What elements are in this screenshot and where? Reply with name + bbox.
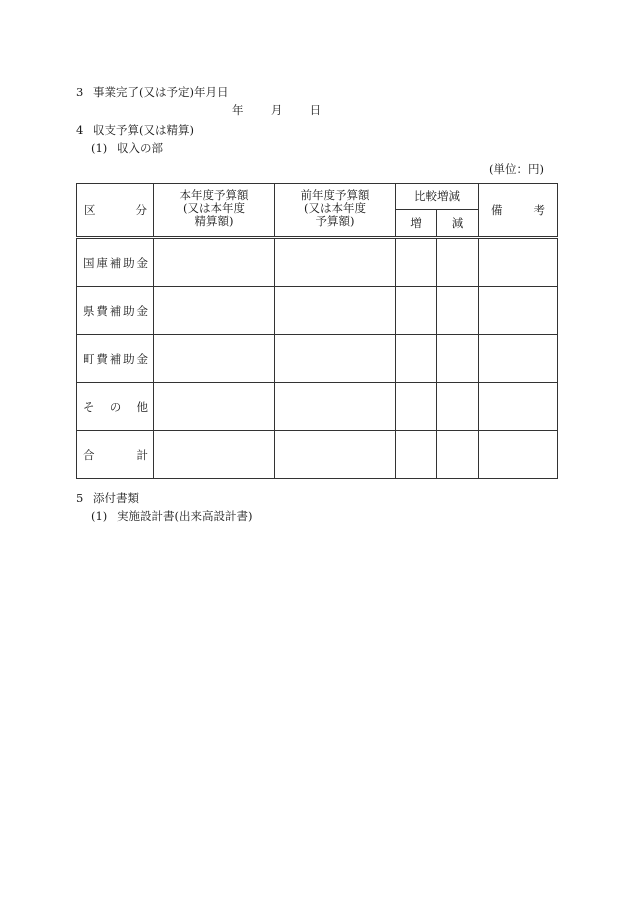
header-remarks: 備 考: [479, 184, 558, 238]
cell-increase: [396, 383, 437, 431]
cell-remarks: [479, 287, 558, 335]
cell-increase: [396, 287, 437, 335]
cell-this-year: [154, 238, 275, 287]
cell-prev-year: [275, 383, 396, 431]
cell-remarks: [479, 383, 558, 431]
cell-this-year: [154, 383, 275, 431]
subsection-income-heading: [91, 141, 163, 155]
cell-this-year: [154, 287, 275, 335]
subsection-title: 実施設計書(出来高設計書): [117, 509, 253, 523]
header-category: 区 分: [77, 184, 154, 238]
section-5-heading: [76, 491, 139, 505]
row-label-other: そ の 他: [77, 383, 154, 431]
cell-remarks: [479, 238, 558, 287]
cell-prev-year: [275, 335, 396, 383]
day-label: 日: [309, 103, 322, 117]
cell-remarks: [479, 335, 558, 383]
row-label-total: 合 計: [77, 431, 154, 479]
section-4-heading: [76, 123, 194, 137]
table-row: [77, 335, 558, 383]
row-label-town-subsidy: 町 費 補 助 金: [77, 335, 154, 383]
section-title: 収支予算(又は精算): [93, 123, 194, 137]
cell-this-year: [154, 335, 275, 383]
cell-decrease: [437, 238, 479, 287]
subsection-number: (1): [91, 141, 108, 155]
subsection-title: 収入の部: [117, 141, 163, 155]
header-comparison: 比較増減: [396, 184, 479, 210]
cell-increase: [396, 238, 437, 287]
cell-prev-year: [275, 238, 396, 287]
row-label-national-subsidy: 国 庫 補 助 金: [77, 238, 154, 287]
row-label-prefectural-subsidy: 県 費 補 助 金: [77, 287, 154, 335]
table-row: [77, 431, 558, 479]
cell-this-year: [154, 431, 275, 479]
cell-decrease: [437, 383, 479, 431]
cell-decrease: [437, 287, 479, 335]
table-row: [77, 383, 558, 431]
cell-prev-year: [275, 431, 396, 479]
section-title: 添付書類: [93, 491, 139, 505]
header-decrease: 減: [437, 210, 479, 238]
cell-increase: [396, 431, 437, 479]
table-row: [77, 238, 558, 287]
cell-remarks: [479, 431, 558, 479]
section-number: 3: [76, 85, 84, 99]
section-3-heading: [76, 85, 228, 99]
cell-decrease: [437, 335, 479, 383]
year-label: 年: [232, 103, 244, 117]
section-number: 4: [76, 123, 84, 137]
header-prev-year-budget: 前年度予算額 (又は本年度 予算額): [275, 184, 396, 238]
subsection-attachments-item: [91, 509, 252, 523]
month-label: 月: [270, 103, 283, 117]
cell-prev-year: [275, 287, 396, 335]
cell-decrease: [437, 431, 479, 479]
section-number: 5: [76, 491, 84, 505]
table-row: [77, 287, 558, 335]
completion-date: [232, 103, 321, 117]
section-title: 事業完了(又は予定)年月日: [93, 85, 229, 99]
cell-increase: [396, 335, 437, 383]
header-increase: 増: [396, 210, 437, 238]
unit-label: (単位：円): [489, 162, 544, 176]
header-this-year-budget: 本年度予算額 (又は本年度 精算額): [154, 184, 275, 238]
income-budget-table: [76, 183, 558, 479]
subsection-number: (1): [91, 509, 108, 523]
